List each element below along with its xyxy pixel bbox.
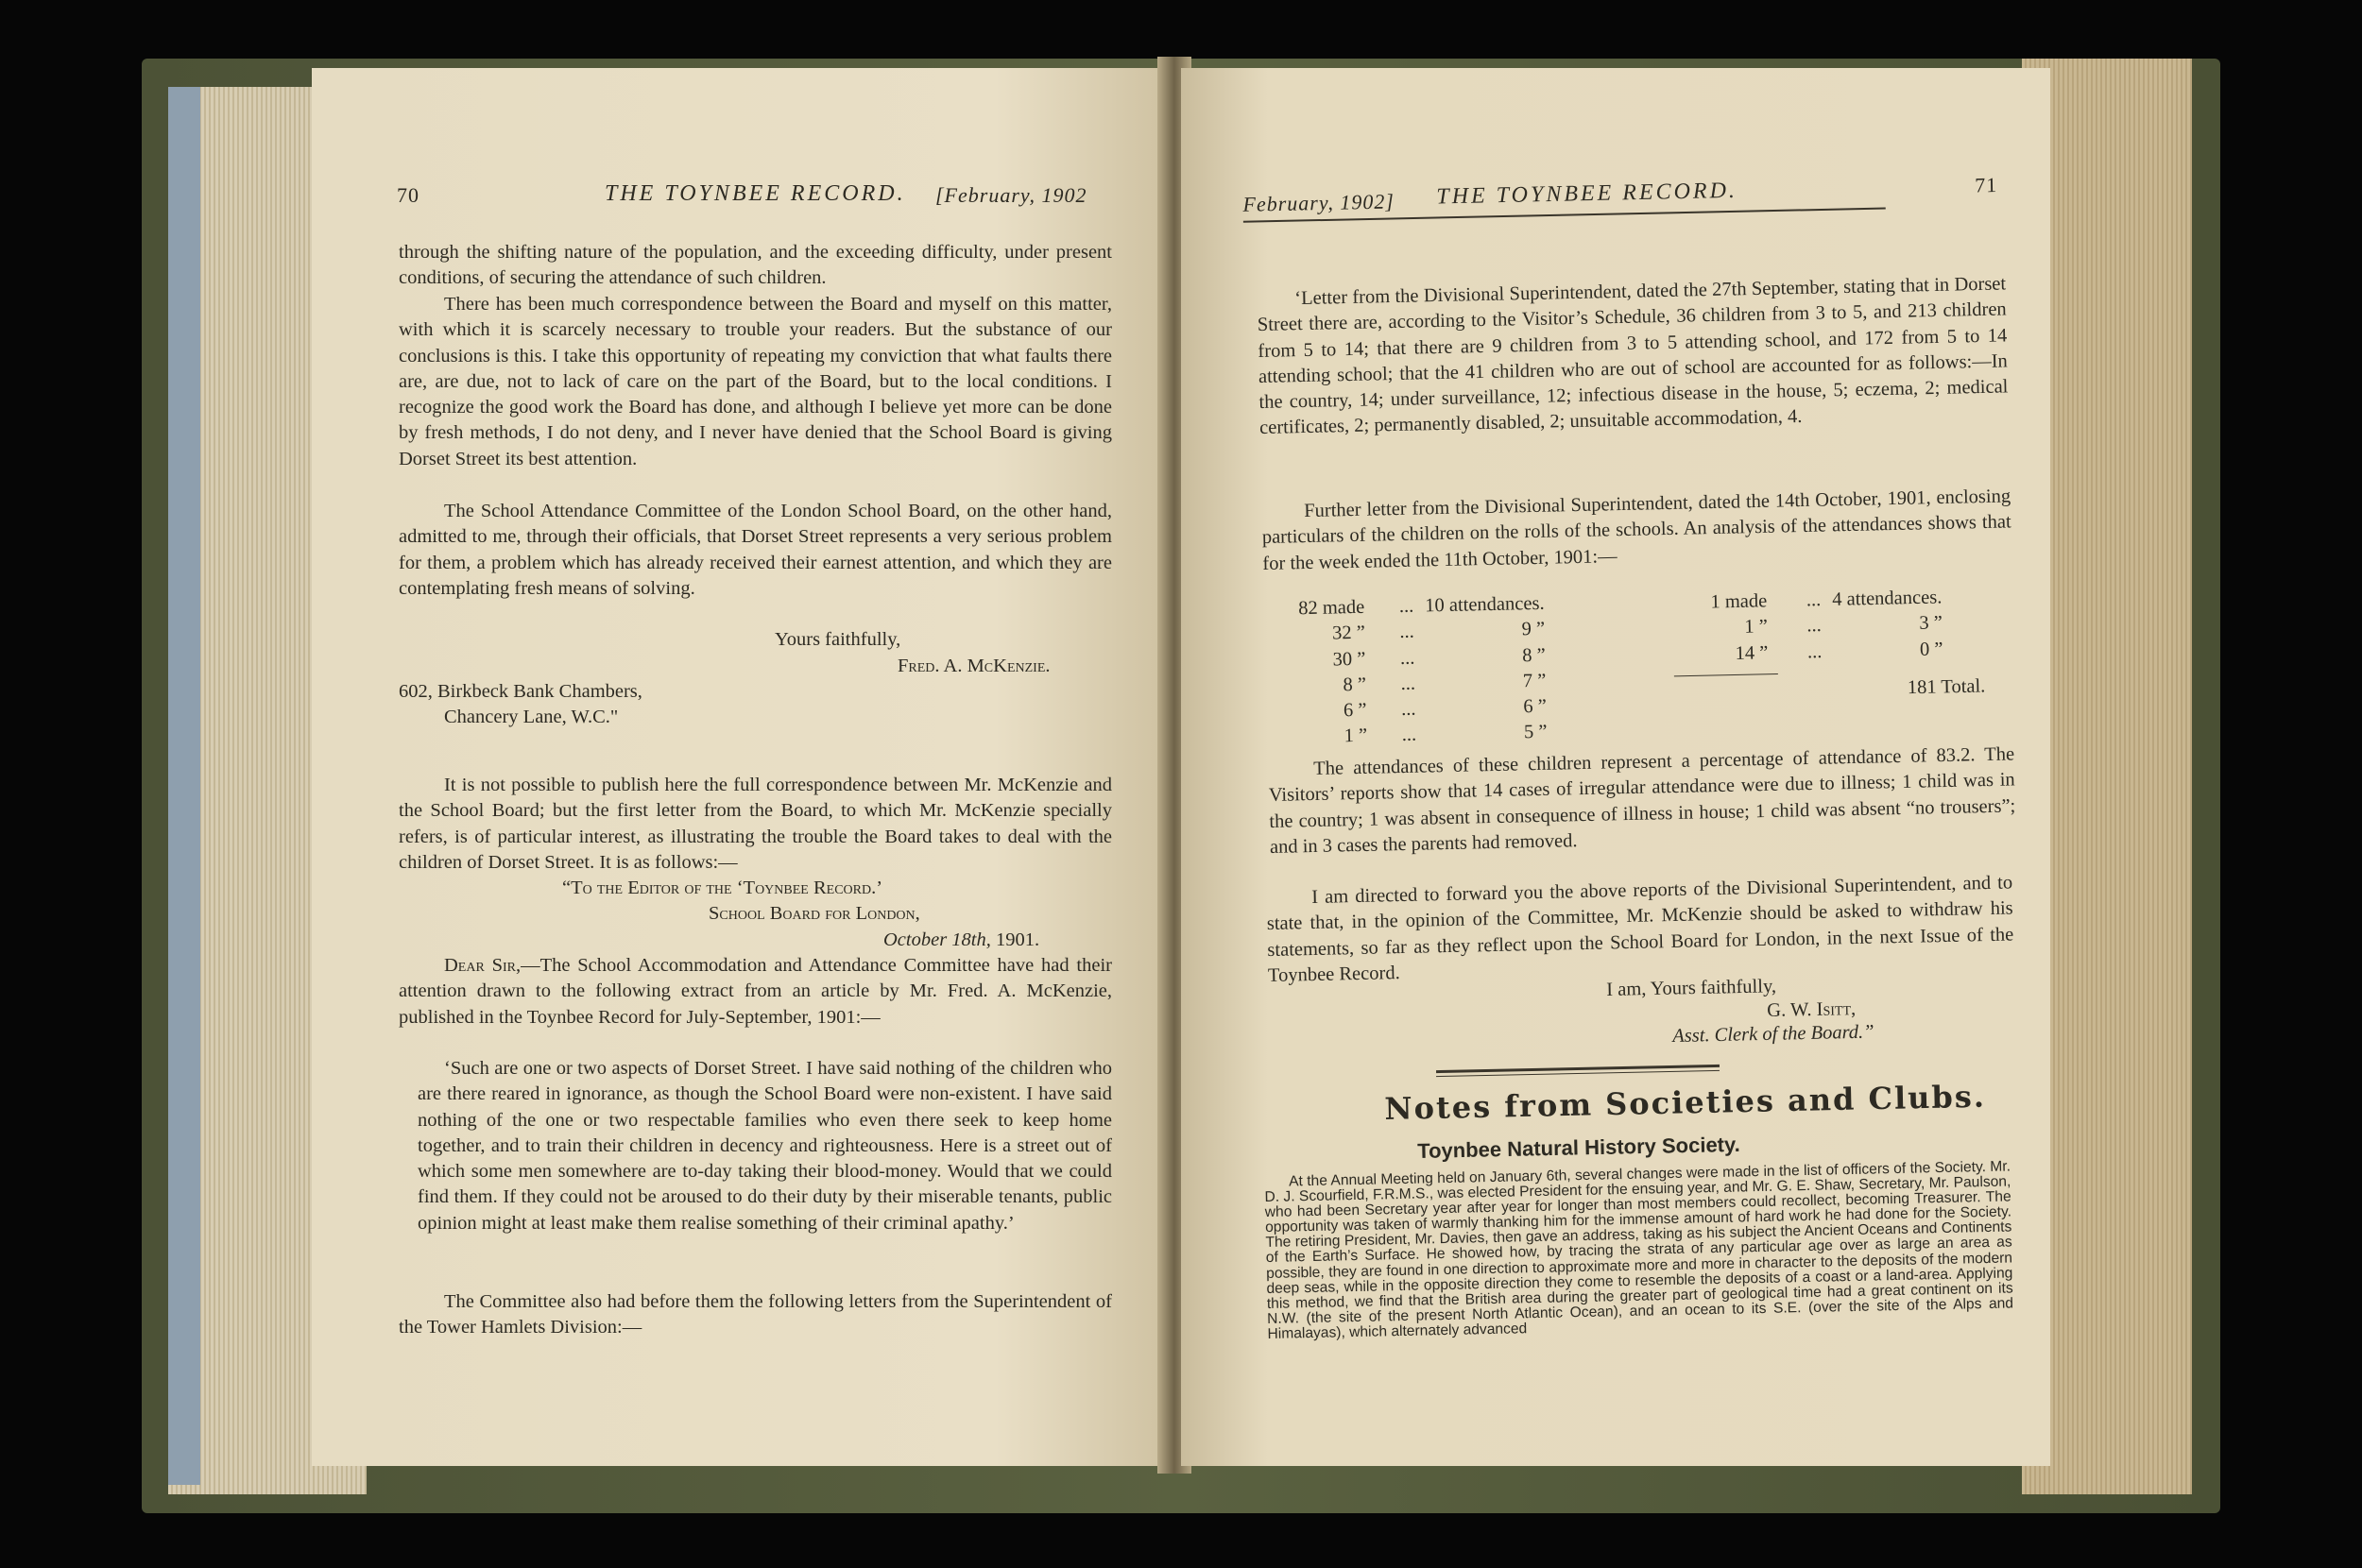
right-closing: I am, Yours faithfully, xyxy=(1606,976,1777,1000)
table-cell: ... xyxy=(1806,640,1823,662)
editorial-paragraph: It is not possible to publish here the full correspondence between Mr. McKenzie and the School Board; but the first letter from the Board, to which Mr. McKenzie specially refers, is of particular interest, as illustrating the trouble the Board takes to deal with the children of Dorset Street. It is as follows:— xyxy=(399,775,1112,873)
table-cell: 10 attendances. xyxy=(1425,592,1545,617)
right-running-date: February, 1902] xyxy=(1242,189,1395,216)
right-signature: G. W. Isitt, xyxy=(1767,998,1857,1021)
signature: Fred. A. McKenzie. xyxy=(898,656,1051,676)
table-cell: 1 made xyxy=(1710,590,1768,613)
table-cell: 6 ” xyxy=(1523,695,1548,718)
committee-paragraph: The Committee also had before them the following letters from the Superintendent of the Tower Hamlets Division:— xyxy=(399,1291,1112,1338)
attendance-table-right xyxy=(1644,585,1986,699)
table-cell: ... xyxy=(1806,615,1823,637)
table-cell: 7 ” xyxy=(1522,670,1547,692)
section-heading: Notes from Societies and Clubs. xyxy=(1384,1078,1987,1127)
quote-paragraph: ‘Such are one or two aspects of Dorset Street. I have said nothing of the children who are there reared in ignorance, as though the School Board were non-existent. I have said nothing of the one or two respectable families who even there seek to keep home together, and to train their children in decency and righteousness. Here is a street out of which some men somewhere are to-day taking their blood-money. Would that we could find them. If they could not be aroused to do their duty by their miserable tenants, public opinion might at least make them realise something of their criminal apathy.’ xyxy=(418,1058,1112,1234)
table-cell: ... xyxy=(1399,621,1415,643)
letter-2: Further letter from the Divisional Superintendent, dated the 14th October, 1901, enclosing particulars of the children on the rolls of the schools. An analysis of the attendances shows that for the week ended the 11th October, 1901:— xyxy=(1261,486,2011,574)
table-cell: 82 made xyxy=(1298,596,1365,620)
table-cell: ... xyxy=(1401,724,1417,746)
percentage-paragraph: The attendances of these children represent a percentage of attendance of 83.2. The Visitors’ reports show that 14 cases of irregular attendance were due to illness; 1 child was in the country; 1 was absent in consequence of illness in house; 1 child was absent “no trousers”; and in 3 cases the parents had removed. xyxy=(1268,743,2016,858)
directed-paragraph: I am directed to forward you the above reports of the Divisional Superintendent, and to state that, in the opinion of the Committee, Mr. McKenzie should be asked to withdraw his statements, so far as they reflect upon the School Board for London, in the next Issue of the Toynbee Record. xyxy=(1266,872,2014,986)
paragraph-3: The School Attendance Committee of the London School Board, on the other hand, admitted to me, through their officials, that Dorset Street represents a very serious problem for them, a problem which has already received their earnest attention, and which they are contemplating fresh means of solving. xyxy=(399,501,1112,599)
table-cell: 14 ” xyxy=(1735,641,1769,664)
table-cell: 8 ” xyxy=(1522,644,1546,666)
table-cell: 6 ” xyxy=(1343,699,1367,722)
left-page xyxy=(312,68,1167,1466)
right-signature-title: Asst. Clerk of the Board.” xyxy=(1672,1021,1874,1047)
table-cell: 30 ” xyxy=(1332,648,1366,671)
right-running-title: THE TOYNBEE RECORD. xyxy=(1436,178,1738,210)
section-subheading: Toynbee Natural History Society. xyxy=(1417,1132,1740,1163)
table-cell: ... xyxy=(1806,589,1822,611)
address-line-2: Chancery Lane, W.C." xyxy=(444,707,619,727)
table-cell: 9 ” xyxy=(1521,619,1546,640)
table-cell: 32 ” xyxy=(1331,622,1366,644)
table-cell: 8 ” xyxy=(1343,673,1367,696)
right-running-head xyxy=(1233,165,2009,219)
table-cell: 4 attendances. xyxy=(1831,587,1943,610)
salutation: Dear Sir, xyxy=(444,955,522,976)
paragraph-2: There has been much correspondence between the Board and myself on this matter, with which it is scarcely necessary to trouble your readers. But the substance of our conclusions is this. I take this opportunity of repeating my conviction that what faults there are, are due, not to lack of care on the part of the Board, but to the local conditions. I recognize the good work the Board has done, and although I believe yet more can be done by fresh methods, I do not deny, and I never have denied that the School Board is giving Dorset Street its best attention. xyxy=(399,294,1112,469)
address-line-1: 602, Birkbeck Bank Chambers, xyxy=(399,681,642,702)
table-row xyxy=(1267,720,1553,752)
letter-body: Dear Sir,—The School Accommodation and Attendance Committee have had their attention drawn to the following extract from an article by Mr. Fred. A. McKenzie, published in the Toynbee Record for July-September, 1901:— xyxy=(399,955,1112,1028)
table-cell: 5 ” xyxy=(1523,722,1548,743)
endpaper-edge xyxy=(168,87,200,1485)
table-cell: 1 ” xyxy=(1344,725,1368,747)
letter-1: ‘Letter from the Divisional Superintendent, dated the 27th September, stating that in Dorset Street there are, according to the Visitor’s Schedule, 36 children from 3 to 5, and 213 children from 5 to 14; that there are 9 children from 3 to 5 attending school, and 172 from 5 to 14 attending school; that the 41 children who are out of school are accounted for as follows:—In the country, 14; under surveillance, 12; infectious disease in the house, 5; eczema, 2; medical certificates, 2; permanently disabled, 2; unsuitable accommodation, 4. xyxy=(1257,273,2009,439)
letter-from: School Board for London, xyxy=(709,903,920,924)
right-page-number: 71 xyxy=(1974,173,1998,197)
table-cell: ... xyxy=(1398,595,1414,618)
table-cell: 3 ” xyxy=(1919,612,1943,635)
left-running-date: [February, 1902 xyxy=(935,183,1087,207)
table-cell: 0 ” xyxy=(1919,638,1943,660)
total-rule xyxy=(1674,673,1778,676)
table-cell: ... xyxy=(1400,673,1416,694)
society-report: At the Annual Meeting held on January 6th, several changes were made in the list of officers of the Society. Mr. D. J. Scourfield, F.R.M.S., was elected President for the ensuing year, and Mr. G. E. Shaw, Secretary, Mr. Paulson, who had been Secretary year after year for longer than most members could recollect, becoming Treasurer. The opportunity was taken of warmly thanking him for the immense amount of hard work he had done for the Society. The retiring President, Mr. Davies, then gave an address, taking as his subject the Ancient Oceans and Continents of the Earth’s Surface. He showed how, by tracing the strata of any particular age over as large an area as possible, they are found in one direction to approximate more and more in character to the deposits of the modern deep seas, while in the opposite direction they come to resemble the deposits of a coast or a land-area. Applying this method, we find that the British area during the greater part of geological time had a great continent on its N.W. (the site of the present North Atlantic Ocean), and an ocean to its S.E. (over the site of the Alps and Himalayas), which alternately advanced xyxy=(1264,1158,2014,1342)
table-cell: 1 ” xyxy=(1744,616,1769,639)
letter-year: 1901. xyxy=(996,929,1040,950)
letter-date: October 18th, xyxy=(883,929,991,950)
attendance-table-left xyxy=(1264,591,1553,752)
table-row xyxy=(1645,637,1949,669)
closing: Yours faithfully, xyxy=(775,629,901,650)
left-page-number: 70 xyxy=(397,183,419,207)
attendance-total: 181 Total. xyxy=(1907,675,1986,699)
letter-to: “To the Editor of the ‘Toynbee Record.’ xyxy=(562,878,883,898)
table-cell: ... xyxy=(1399,647,1415,669)
table-cell: ... xyxy=(1400,698,1416,721)
left-running-title: THE TOYNBEE RECORD. xyxy=(605,181,906,206)
right-page xyxy=(1181,68,2050,1466)
paragraph-1: through the shifting nature of the population, and the exceeding difficulty, under present conditions, of securing the attendance of such children. xyxy=(399,242,1112,289)
